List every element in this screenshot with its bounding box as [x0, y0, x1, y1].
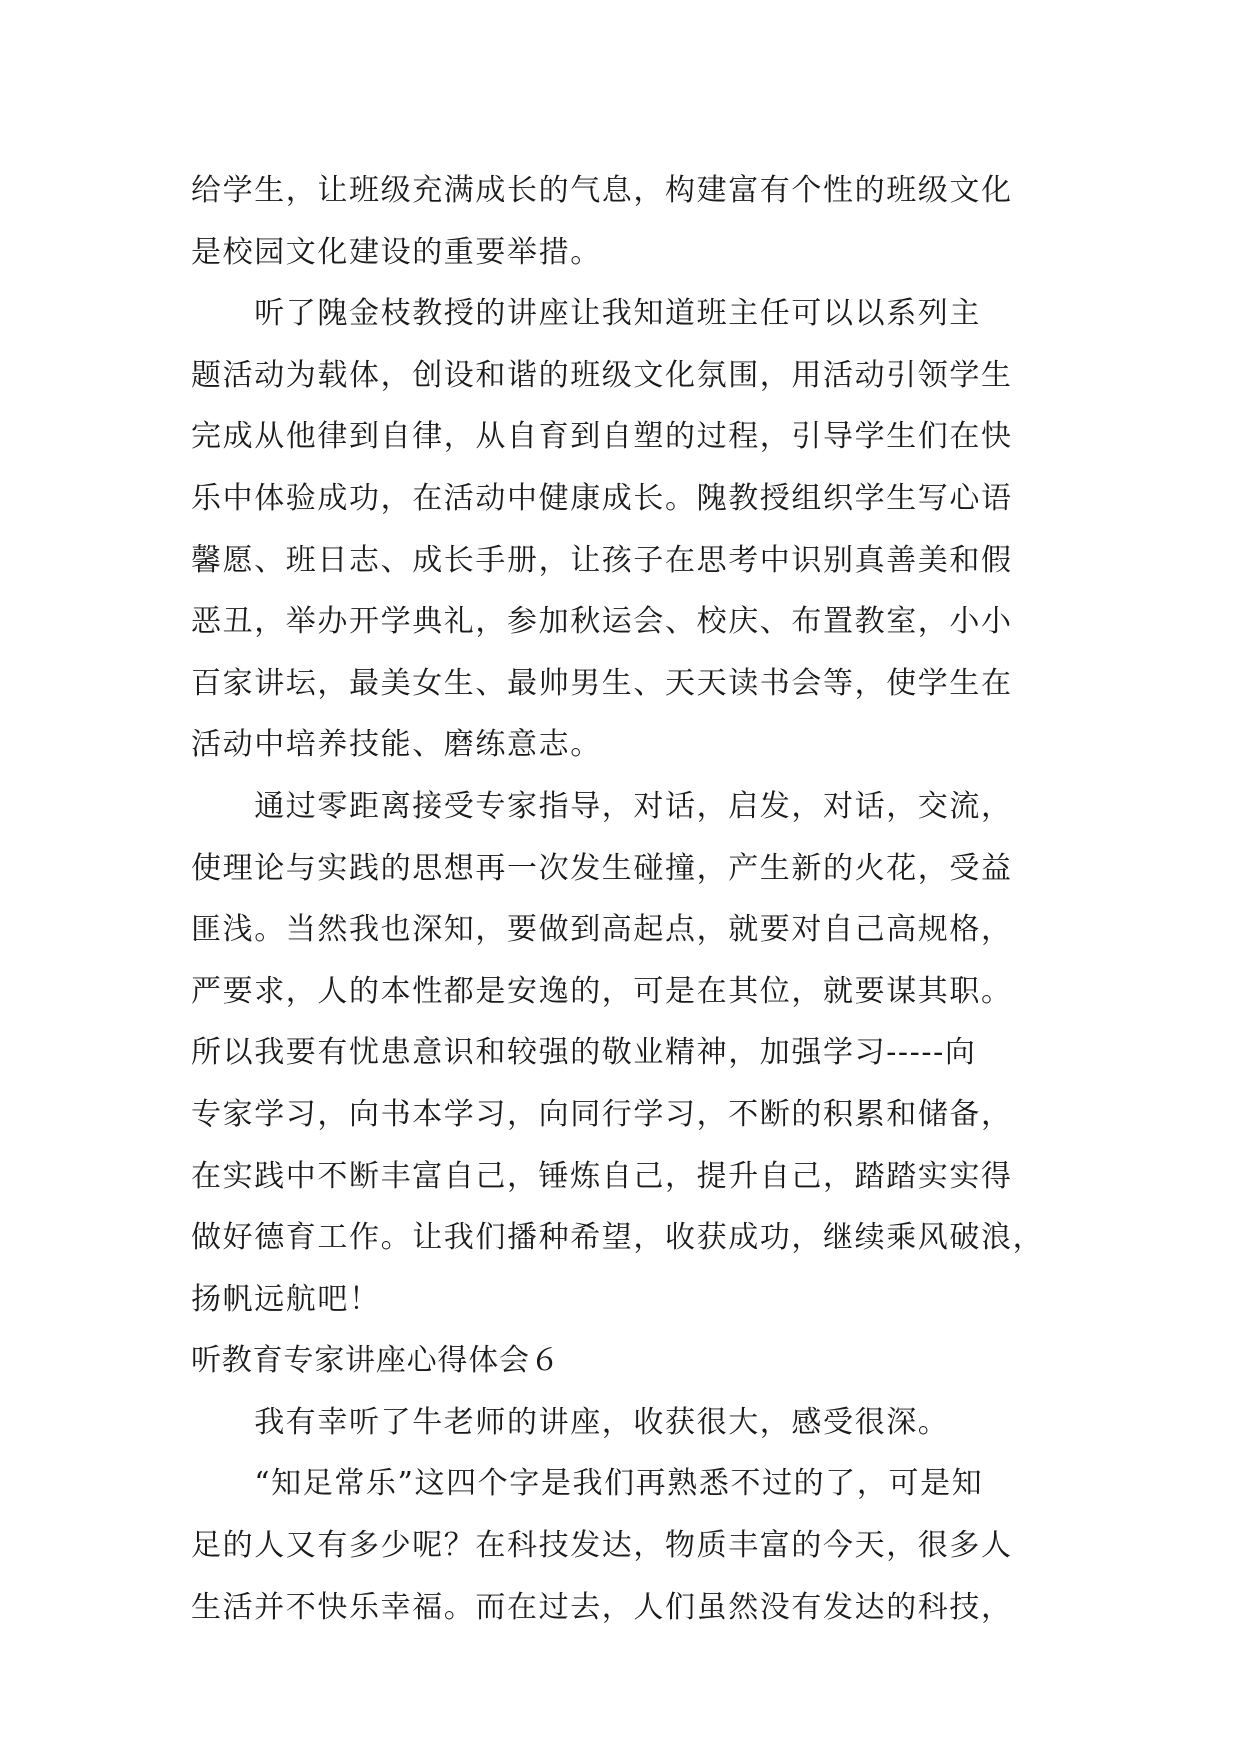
section-heading: 听教育专家讲座心得体会６ [191, 1343, 561, 1379]
text-line: 题活动为载体，创设和谐的班级文化氛围，用活动引领学生 [191, 357, 1013, 393]
paragraph-expert-guidance [191, 776, 1061, 1330]
text-line: 生活并不快乐幸福。而在过去，人们虽然没有发达的科技， [191, 1589, 1013, 1625]
paragraph-contentment [191, 1453, 1061, 1638]
text-line: 扬帆远航吧！ [191, 1281, 381, 1317]
paragraph-lecture-intro [191, 1392, 1061, 1454]
text-line: 在实践中不断丰富自己，锤炼自己，提升自己，踏踏实实得 [191, 1158, 1013, 1194]
text-line: 严要求，人的本性都是安逸的，可是在其位，就要谋其职。 [191, 973, 1013, 1009]
paragraph-class-activities [191, 283, 1061, 776]
text-line: “知足常乐”这四个字是我们再熟悉不过的了，可是知 [191, 1466, 984, 1502]
text-line: 专家学习，向书本学习，向同行学习，不断的积累和储备， [191, 1096, 1013, 1132]
text-line: 百家讲坛，最美女生、最帅男生、天天读书会等，使学生在 [191, 665, 1013, 701]
text-line: 活动中培养技能、磨练意志。 [191, 727, 602, 763]
paragraph-continuation [191, 160, 1061, 283]
text-line: 是校园文化建设的重要举措。 [191, 234, 602, 270]
text-line: 通过零距离接受专家指导，对话，启发，对话，交流， [191, 788, 1013, 824]
text-line: 乐中体验成功，在活动中健康成长。隗教授组织学生写心语 [191, 480, 1013, 516]
text-line: 使理论与实践的思想再一次发生碰撞，产生新的火花，受益 [191, 850, 1013, 886]
text-line: 听了隗金枝教授的讲座让我知道班主任可以以系列主 [191, 296, 981, 332]
text-line: 所以我要有忧患意识和较强的敬业精神，加强学习-----向 [191, 1035, 977, 1071]
text-line: 匪浅。当然我也深知，要做到高起点，就要对自己高规格， [191, 912, 1013, 948]
text-line: 恶丑，举办开学典礼，参加秋运会、校庆、布置教室，小小 [191, 604, 1013, 640]
text-line: 完成从他律到自律，从自育到自塑的过程，引导学生们在快 [191, 419, 1013, 455]
text-line: 我有幸听了牛老师的讲座，收获很大，感受很深。 [191, 1404, 950, 1440]
text-line: 做好德育工作。让我们播种希望，收获成功，继续乘风破浪， [191, 1220, 1045, 1256]
text-line: 给学生，让班级充满成长的气息，构建富有个性的班级文化 [191, 173, 1013, 208]
document-body [191, 160, 1061, 1638]
text-line: 足的人又有多少呢？在科技发达，物质丰富的今天，很多人 [191, 1528, 1013, 1564]
text-line: 馨愿、班日志、成长手册，让孩子在思考中识别真善美和假 [191, 542, 1013, 578]
